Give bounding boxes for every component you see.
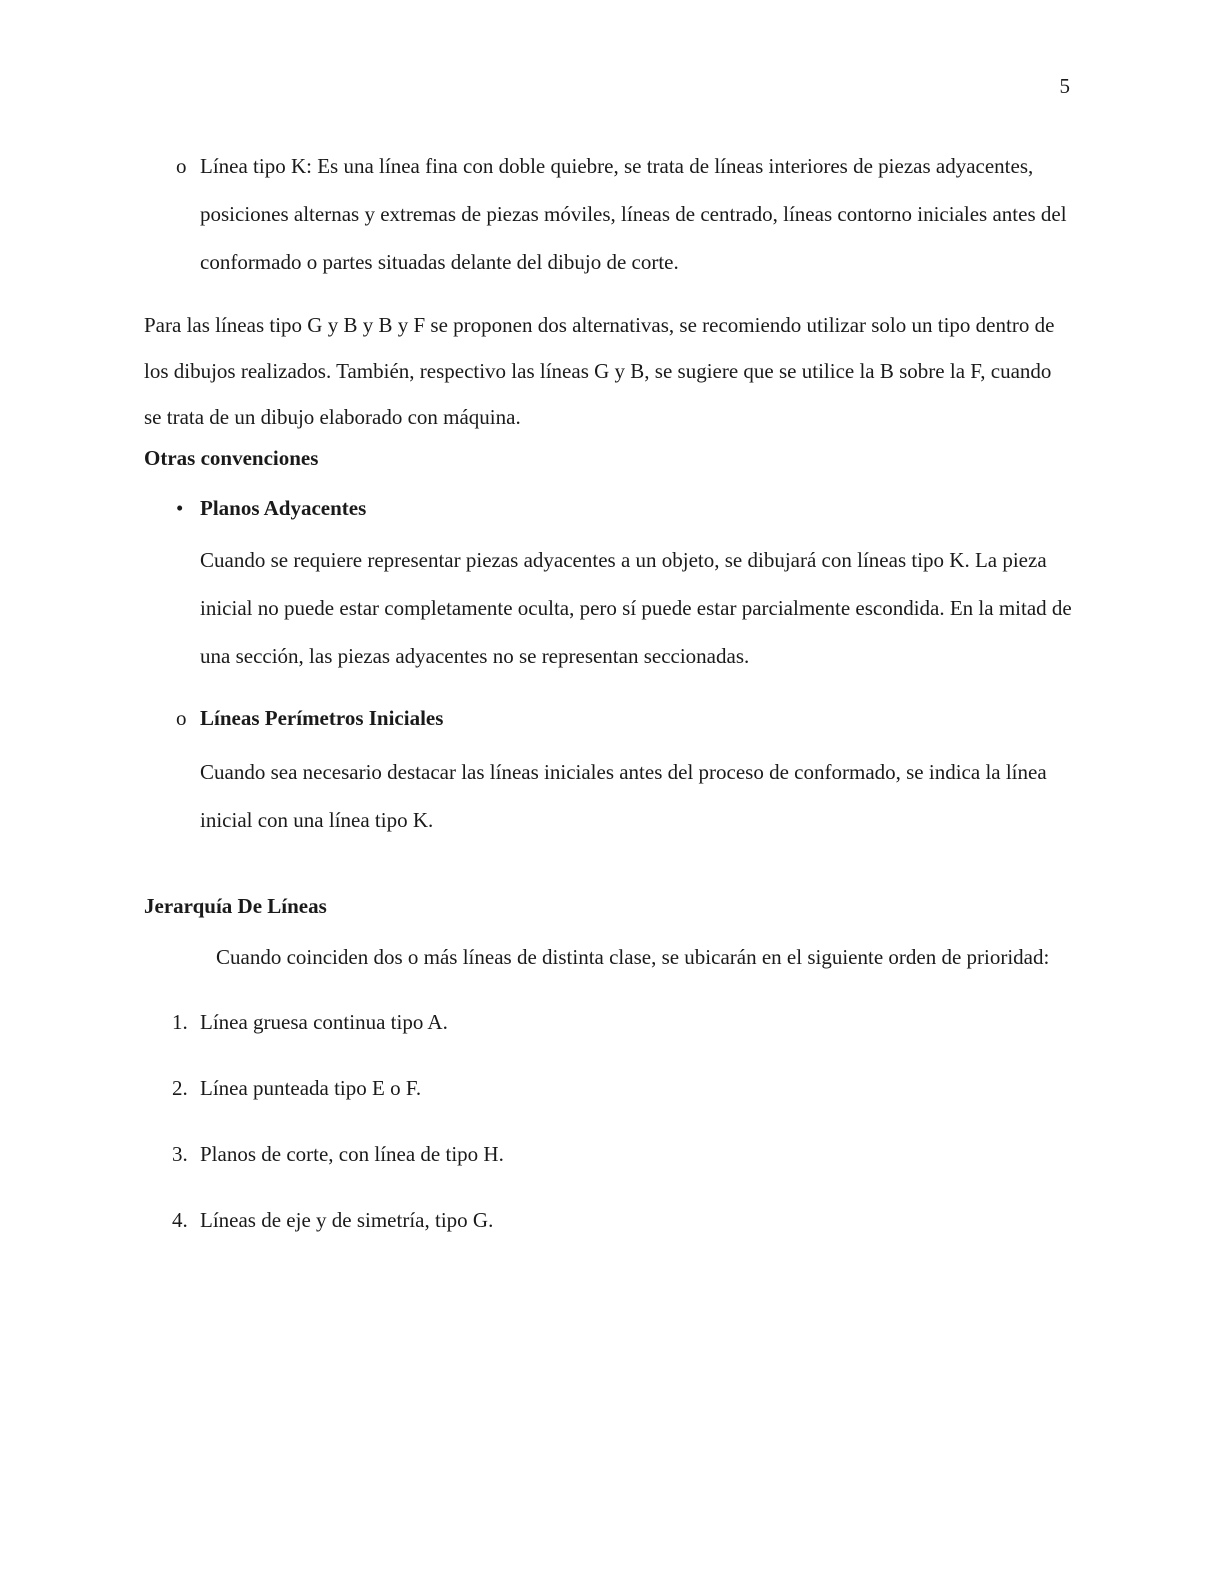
subheading-adjacent-planes: Planos Adyacentes <box>200 496 367 520</box>
heading-other-conventions: Otras convenciones <box>144 446 319 470</box>
list-item-text: Línea gruesa continua tipo A. <box>200 1010 448 1034</box>
bullet-circle-icon: o <box>176 706 187 730</box>
list-item-text: Líneas de eje y de simetría, tipo G. <box>200 1208 494 1232</box>
bullet-circle-icon: o <box>176 154 187 178</box>
paragraph-line-alternatives: Para las líneas tipo G y B y B y F se proponen dos alternativas, se recomiendo utilizar solo un tipo dentro de los dibujos realizados. También, respectivo las líneas G y B, se sugiere que se utilice la B sobre la F, cuando se trata de un dibujo elaborado con máquina. <box>144 313 1055 429</box>
subheading-initial-outlines: Líneas Perímetros Iniciales <box>200 706 444 730</box>
list-item <box>144 1002 1072 1042</box>
document-body <box>144 142 1072 1240</box>
paragraph-initial-outlines: Cuando sea necesario destacar las líneas iniciales antes del proceso de conformado, se indica la línea inicial con una línea tipo K. <box>200 760 1047 832</box>
list-item <box>144 1068 1072 1108</box>
paragraph-adjacent-planes: Cuando se requiere representar piezas adyacentes a un objeto, se dibujará con líneas tipo K. La pieza inicial no puede estar completamente oculta, pero sí puede estar parcialmente escondida. En la mitad de una sección, las piezas adyacentes no se representan seccionadas. <box>200 548 1072 668</box>
list-item-text: Línea punteada tipo E o F. <box>200 1076 422 1100</box>
bullet-dot-icon: • <box>176 496 184 520</box>
list-number: 4. <box>172 1208 188 1232</box>
priority-list <box>144 1002 1072 1240</box>
list-item-text: Línea tipo K: Es una línea fina con doble quiebre, se trata de líneas interiores de piezas adyacentes, posiciones alternas y extremas de piezas móviles, líneas de centrado, líneas contorno iniciales antes del conformado o partes situadas delante del dibujo de corte. <box>200 154 1067 274</box>
list-item-line-type-k <box>144 142 1072 286</box>
list-number: 3. <box>172 1142 188 1166</box>
heading-line-hierarchy: Jerarquía De Líneas <box>144 894 327 918</box>
list-item <box>144 1200 1072 1240</box>
page-number: 5 <box>1059 74 1070 98</box>
list-item-initial-outlines <box>144 696 1072 740</box>
paragraph-line-hierarchy: Cuando coinciden dos o más líneas de distinta clase, se ubicarán en el siguiente orden de prioridad: <box>216 945 1050 969</box>
list-item-text: Planos de corte, con línea de tipo H. <box>200 1142 504 1166</box>
list-number: 2. <box>172 1076 188 1100</box>
list-item-adjacent-planes <box>144 486 1072 530</box>
list-item <box>144 1134 1072 1174</box>
list-number: 1. <box>172 1010 188 1034</box>
